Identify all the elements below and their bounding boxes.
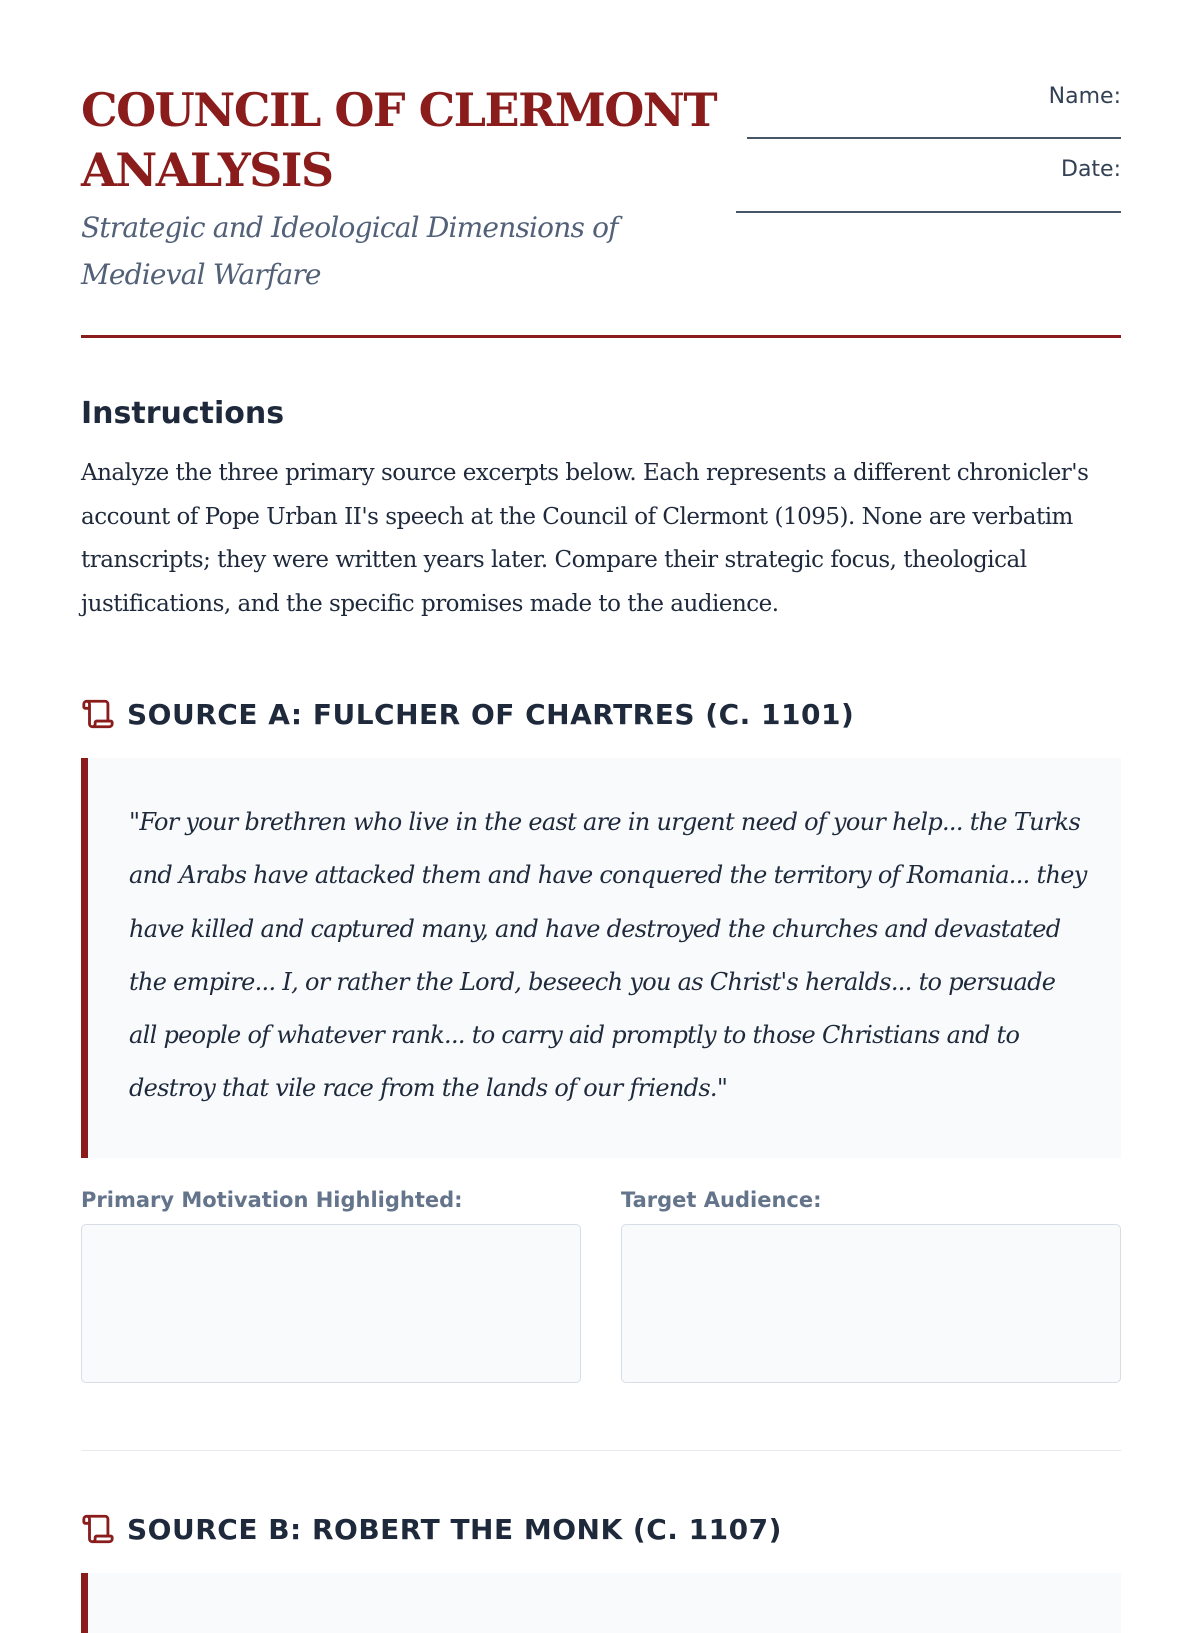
audience-label: Target Audience: (621, 1188, 822, 1212)
audience-answer-box[interactable] (621, 1224, 1121, 1383)
section-divider (81, 1450, 1121, 1451)
worksheet-page (81, 0, 1121, 1546)
name-label: Name: (1048, 84, 1121, 109)
source-a-heading (81, 694, 854, 734)
date-label: Date: (1061, 157, 1121, 182)
scroll-icon (81, 1512, 115, 1546)
motivation-label: Primary Motivation Highlighted: (81, 1188, 463, 1212)
source-b-heading (81, 1509, 782, 1549)
instructions-heading: Instructions (81, 396, 285, 431)
worksheet-header (81, 0, 1121, 338)
page-subtitle: Strategic and Ideological Dimensions of Medieval Warfare (81, 211, 618, 291)
name-field[interactable] (747, 137, 1121, 139)
source-b-title: SOURCE B: ROBERT THE MONK (C. 1107) (127, 1512, 782, 1546)
source-a-quote-box (81, 758, 1121, 1158)
page-title: COUNCIL OF CLERMONT ANALYSIS (81, 83, 717, 197)
date-field[interactable] (736, 211, 1121, 213)
source-b-quote-box (81, 1573, 1121, 1633)
source-a-title: SOURCE A: FULCHER OF CHARTRES (C. 1101) (127, 697, 855, 731)
instructions-text: Analyze the three primary source excerpts below. Each represents a different chronicler's account of Pope Urban II's speech at the Council of Clermont (1095). None are verbatim transcripts; they were written years later. Compare their strategic focus, theological justifications, and the specific promises made to the audience. (81, 460, 1089, 617)
motivation-answer-box[interactable] (81, 1224, 581, 1383)
scroll-icon (81, 697, 115, 731)
source-a-quote: "For your brethren who live in the east are in urgent need of your help... the Turks and Arabs have attacked them and have conquered the territory of Romania... they have killed and captured many, and have destroyed the churches and devastated the empire... I, or rather the Lord, beseech you as Christ's heralds... to persuade all people of whatever rank... to carry aid promptly to those Christians and to destroy that vile race from the lands of our friends." (129, 808, 1087, 1103)
